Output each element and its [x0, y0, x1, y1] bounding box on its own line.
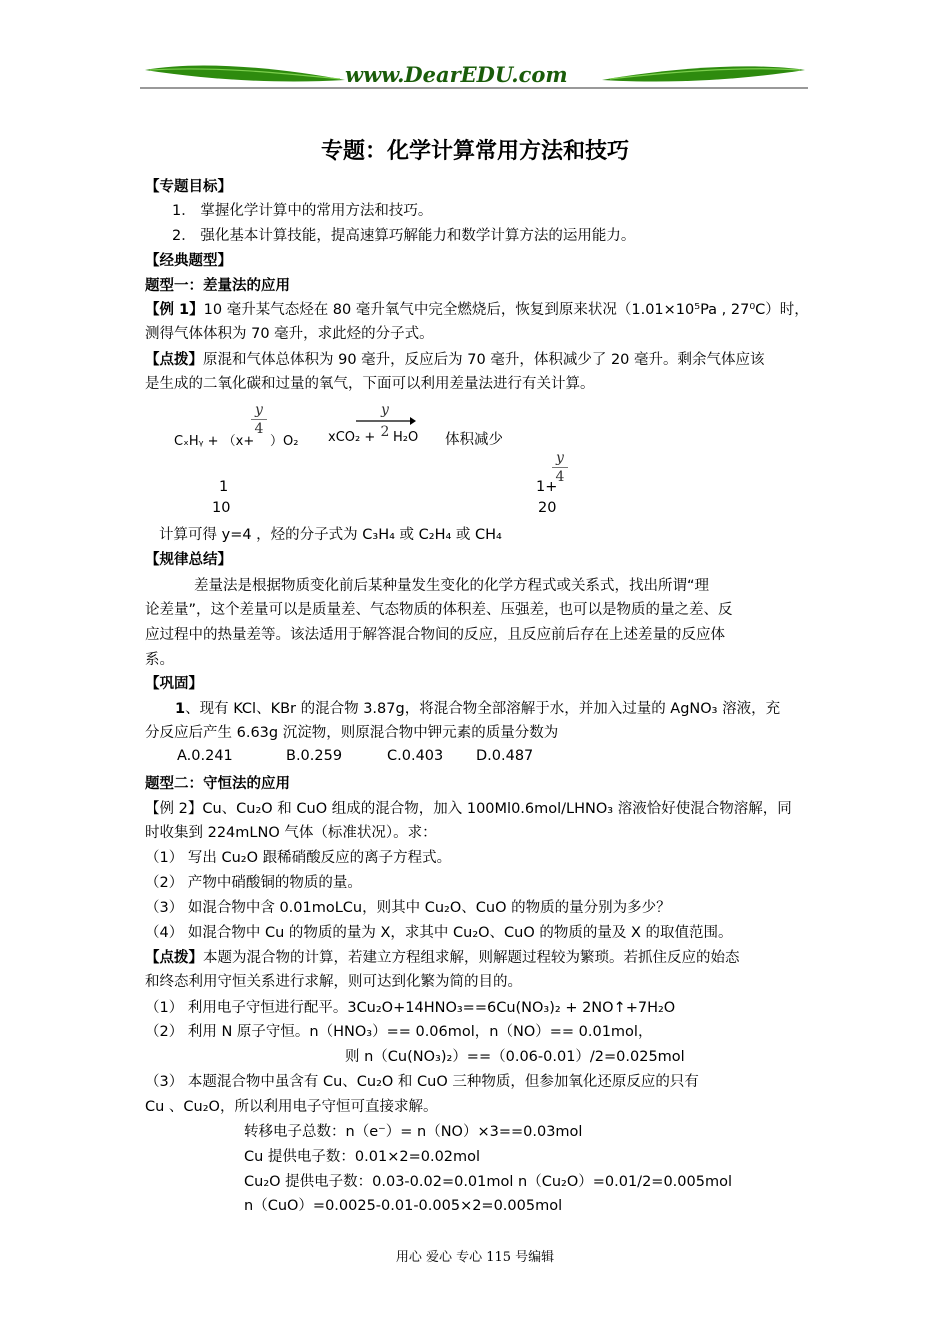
answer-3-line1: （3） 本题混合物中虽含有 Cu、Cu₂O 和 CuO 三种物质，但参加氧化还原反应的只有 [145, 1074, 699, 1090]
site-logo: www.DearEDU.com [345, 62, 568, 87]
eq-row2-right: 20 [538, 500, 557, 516]
reaction-arrow [356, 416, 416, 426]
header-banner [140, 58, 810, 98]
goal-item-2: 2． 强化基本计算技能，提高速算巧解能力和数学计算方法的运用能力。 [172, 228, 636, 244]
rule-line-4: 系。 [145, 652, 174, 668]
classic-heading: 【经典题型】 [145, 253, 232, 269]
eq-row1-right: 1+ [536, 479, 558, 495]
option-c: C.0.403 [387, 748, 444, 764]
example1-line2: 测得气体体积为 70 毫升，求此烃的分子式。 [145, 326, 434, 342]
hint2 [145, 946, 740, 970]
eq-reactant: CₓHᵧ + （x+ [174, 434, 255, 449]
hint2-text: 本题为混合物的计算，若建立方程组求解，则解题过程较为繁琐。若抓住反应的始态 [203, 950, 740, 966]
eq-row2-left: 10 [212, 500, 231, 516]
eq-product: xCO₂ + [328, 430, 376, 445]
page-footer: 用心 爱心 专心 115 号编辑 [395, 1250, 555, 1265]
consolidate-text: 、现有 KCl、KBr 的混合物 3.87g，将混合物全部溶解于水，并加入过量的 AgNO₃ 溶液，充 [185, 701, 781, 717]
answer-3-line2: Cu 、Cu₂O，所以利用电子守恒可直接求解。 [145, 1099, 438, 1115]
example2-label: 【例 2】 [145, 801, 203, 817]
calc-line-3: Cu₂O 提供电子数：0.03-0.02=0.01mol n（Cu₂O）=0.01/2=0.005mol [244, 1174, 732, 1190]
example2 [145, 797, 792, 821]
question-4: （4） 如混合物中 Cu 的物质的量为 X，求其中 Cu₂O、CuO 的物质的量及 X 的取值范围。 [145, 925, 733, 941]
hint-label: 【点拨】 [145, 352, 203, 368]
eq-row1-left: 1 [219, 479, 229, 495]
example1-text: 10 毫升某气态烃在 80 毫升氧气中完全燃烧后，恢复到原来状况（1.01×10⁵Pa , 27⁰C）时， [203, 302, 809, 318]
fraction-y-over-4-b: y 4 [552, 450, 568, 485]
fraction-y-over-4: y 4 [251, 402, 267, 437]
hint1-line2: 是生成的二氧化碳和过量的氧气，下面可以利用差量法进行有关计算。 [145, 376, 595, 392]
answer-2: （2） 利用 N 原子守恒。n（HNO₃）== 0.06mol，n（NO）== 0.01mol， [145, 1024, 653, 1040]
question-2: （2） 产物中硝酸铜的物质的量。 [145, 875, 362, 891]
consolidate-heading: 【巩固】 [145, 676, 203, 692]
eq-water: H₂O [393, 430, 419, 445]
calc-line-2: Cu 提供电子数：0.01×2=0.02mol [244, 1149, 481, 1165]
consolidate-number: 1 [175, 701, 186, 717]
option-b: B.0.259 [286, 748, 343, 764]
answer-2-cont: 则 n（Cu(NO₃)₂）==（0.06-0.01）/2=0.025mol [345, 1049, 685, 1065]
hint1 [145, 348, 765, 372]
example2-line2: 时收集到 224mLNO 气体（标准状况）。求： [145, 825, 437, 841]
eq-volume-decrease: 体积减少 [445, 432, 503, 448]
consolidate-q1 [175, 697, 780, 721]
calc-line-4: n（CuO）=0.0025-0.01-0.005×2=0.005mol [244, 1198, 563, 1214]
question-3: （3） 如混合物中含 0.01moLCu，则其中 Cu₂O、CuO 的物质的量分别为多少？ [145, 900, 671, 916]
example2-text: Cu、Cu₂O 和 CuO 组成的混合物，加入 100Ml0.6mol/LHNO₃ 溶液恰好使混合物溶解，同 [202, 801, 792, 817]
option-a: A.0.241 [177, 748, 233, 764]
calc-line-1: 转移电子总数：n（e⁻）= n（NO）×3==0.03mol [244, 1124, 583, 1140]
option-d: D.0.487 [476, 748, 534, 764]
rule-heading: 【规律总结】 [145, 552, 232, 568]
type1-heading: 题型一：差量法的应用 [145, 278, 290, 294]
eq-o2: ）O₂ [270, 434, 299, 449]
rule-line-3: 应过程中的热量差等。该法适用于解答混合物间的反应，且反应前后存在上述差量的反应体 [145, 627, 725, 643]
hint2-label: 【点拨】 [145, 950, 203, 966]
type2-heading: 题型二：守恒法的应用 [145, 776, 290, 792]
hint2-line2: 和终态利用守恒关系进行求解，则可达到化繁为简的目的。 [145, 974, 522, 990]
rule-line-2: 论差量”，这个差量可以是质量差、气态物质的体积差、压强差，也可以是物质的量之差、反 [145, 602, 733, 618]
result-line: 计算可得 y=4 ，烃的分子式为 C₃H₄ 或 C₂H₄ 或 CH₄ [159, 527, 502, 543]
page-title: 专题：化学计算常用方法和技巧 [320, 139, 629, 164]
goal-heading: 【专题目标】 [145, 179, 232, 195]
example1 [145, 298, 809, 322]
question-1: （1） 写出 Cu₂O 跟稀硝酸反应的离子方程式。 [145, 850, 452, 866]
rule-line-1: 差量法是根据物质变化前后某种量发生变化的化学方程式或关系式，找出所谓“理 [194, 578, 710, 594]
fraction-y-over-2: y 2 [380, 402, 390, 440]
goal-item-1: 1． 掌握化学计算中的常用方法和技巧。 [172, 203, 433, 219]
hint1-text: 原混和气体总体积为 90 毫升，反应后为 70 毫升，体积减少了 20 毫升。剩余气体应该 [203, 352, 765, 368]
example1-label: 【例 1】 [145, 302, 204, 318]
answer-1: （1） 利用电子守恒进行配平。3Cu₂O+14HNO₃==6Cu(NO₃)₂ + 2NO↑+7H₂O [145, 1000, 676, 1016]
consolidate-line2: 分反应后产生 6.63g 沉淀物，则原混合物中钾元素的质量分数为 [145, 725, 559, 741]
